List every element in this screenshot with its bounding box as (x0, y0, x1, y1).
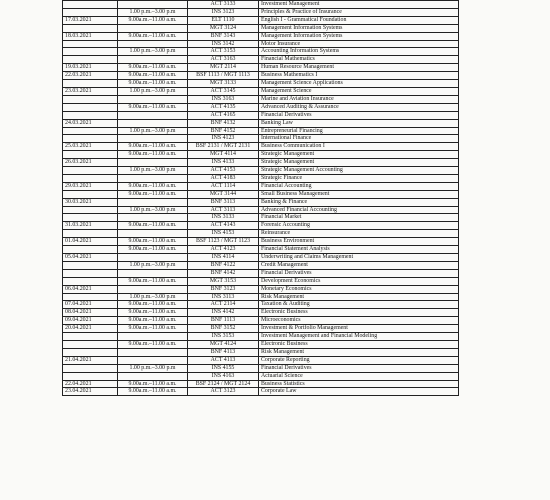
subject-cell: Electronic Business (259, 340, 459, 348)
subject-cell: Advanced Auditing & Assurance (259, 103, 459, 111)
date-cell (63, 135, 118, 143)
date-cell (63, 80, 118, 88)
date-cell: 01.04.2021 (63, 238, 118, 246)
date-cell (63, 246, 118, 254)
time-cell: 9.00a.m.–11.00 a.m. (118, 246, 188, 254)
date-cell (63, 206, 118, 214)
date-cell: 09.04.2021 (63, 317, 118, 325)
date-cell: 22.03.2021 (63, 72, 118, 80)
subject-cell: Business Communication I (259, 143, 459, 151)
course-code-cell: BNF 4113 (188, 348, 259, 356)
subject-cell: Development Economics (259, 277, 459, 285)
time-cell: 9.00a.m.–11.00 a.m. (118, 16, 188, 24)
date-cell (63, 151, 118, 159)
course-code-cell: BSF 2124 / MGT 2124 (188, 380, 259, 388)
date-cell: 20.04.2021 (63, 325, 118, 333)
subject-cell: Investment Management (259, 1, 459, 9)
time-cell: 9.00a.m.–11.00 a.m. (118, 309, 188, 317)
course-code-cell: INS 3113 (188, 293, 259, 301)
subject-cell: Management Science Applications (259, 80, 459, 88)
subject-cell: Management Information Systems (259, 24, 459, 32)
timetable-table (62, 0, 459, 396)
date-cell: 29.03.2021 (63, 182, 118, 190)
subject-cell: Entrepreneurial Financing (259, 127, 459, 135)
course-code-cell: ACT 3113 (188, 206, 259, 214)
subject-cell: Monetary Economics (259, 285, 459, 293)
date-cell (63, 8, 118, 16)
time-cell: 9.00a.m.–11.00 a.m. (118, 340, 188, 348)
subject-cell: Small Business Management (259, 190, 459, 198)
time-cell: 9.00a.m.–11.00 a.m. (118, 151, 188, 159)
table-row (63, 277, 459, 285)
table-row (63, 1, 459, 9)
table-row (63, 293, 459, 301)
date-cell: 18.03.2021 (63, 32, 118, 40)
table-row (63, 388, 459, 396)
date-cell (63, 111, 118, 119)
date-cell: 06.04.2021 (63, 285, 118, 293)
time-cell: 9.00a.m.–11.00 a.m. (118, 388, 188, 396)
table-row (63, 174, 459, 182)
course-code-cell: ACT 3133 (188, 1, 259, 9)
table-row (63, 348, 459, 356)
date-cell: 19.03.2021 (63, 64, 118, 72)
table-row (63, 230, 459, 238)
table-row (63, 167, 459, 175)
table-row (63, 111, 459, 119)
date-cell (63, 277, 118, 285)
subject-cell: Business Mathematics I (259, 72, 459, 80)
subject-cell: Motor Insurance (259, 40, 459, 48)
table-row (63, 222, 459, 230)
time-cell: 9.00a.m.–11.00 a.m. (118, 190, 188, 198)
time-cell (118, 56, 188, 64)
course-code-cell: ACT 4135 (188, 103, 259, 111)
course-code-cell: BNF 1113 (188, 317, 259, 325)
timetable-body (63, 1, 459, 396)
time-cell: 9.00a.m.–11.00 a.m. (118, 238, 188, 246)
time-cell: 1.00 p.m.–3.00 p.m (118, 293, 188, 301)
table-row (63, 95, 459, 103)
subject-cell: Principles & Practice of Insurance (259, 8, 459, 16)
date-cell (63, 40, 118, 48)
time-cell: 1.00 p.m.–3.00 p.m (118, 206, 188, 214)
date-cell: 23.03.2021 (63, 87, 118, 95)
subject-cell: Human Resource Management (259, 64, 459, 72)
table-row (63, 340, 459, 348)
table-row (63, 317, 459, 325)
course-code-cell: BNF 3123 (188, 285, 259, 293)
date-cell (63, 127, 118, 135)
date-cell (63, 174, 118, 182)
time-cell: 1.00 p.m.–3.00 p.m (118, 127, 188, 135)
date-cell (63, 103, 118, 111)
table-row (63, 198, 459, 206)
table-row (63, 8, 459, 16)
time-cell: 9.00a.m.–11.00 a.m. (118, 325, 188, 333)
course-code-cell: INS 4155 (188, 364, 259, 372)
time-cell (118, 95, 188, 103)
course-code-cell: BNF 3152 (188, 325, 259, 333)
subject-cell: Marine and Aviation Insurance (259, 95, 459, 103)
date-cell: 21.04.2021 (63, 356, 118, 364)
table-row (63, 356, 459, 364)
subject-cell: International Finance (259, 135, 459, 143)
course-code-cell: BSF 2131 / MGT 2131 (188, 143, 259, 151)
course-code-cell: MGT 4124 (188, 340, 259, 348)
course-code-cell: ACT 2114 (188, 301, 259, 309)
time-cell (118, 1, 188, 9)
course-code-cell: INS 3163 (188, 95, 259, 103)
time-cell: 9.00a.m.–11.00 a.m. (118, 32, 188, 40)
subject-cell: Financial Derivatives (259, 111, 459, 119)
date-cell (63, 48, 118, 56)
table-row (63, 285, 459, 293)
table-row (63, 254, 459, 262)
course-code-cell: INS 4133 (188, 159, 259, 167)
date-cell (63, 230, 118, 238)
date-cell: 07.04.2021 (63, 301, 118, 309)
table-row (63, 72, 459, 80)
course-code-cell: INS 4142 (188, 309, 259, 317)
time-cell: 9.00a.m.–11.00 a.m. (118, 103, 188, 111)
table-row (63, 190, 459, 198)
table-row (63, 80, 459, 88)
table-row (63, 333, 459, 341)
subject-cell: Electronic Business (259, 309, 459, 317)
course-code-cell: BNF 3143 (188, 32, 259, 40)
course-code-cell: ACT 4143 (188, 222, 259, 230)
time-cell (118, 269, 188, 277)
subject-cell: Risk Management (259, 293, 459, 301)
time-cell: 1.00 p.m.–3.00 p.m (118, 261, 188, 269)
subject-cell: English I - Grammatical Foundation (259, 16, 459, 24)
subject-cell: Financial Statement Analysis (259, 246, 459, 254)
table-row (63, 206, 459, 214)
course-code-cell: ACT 3163 (188, 56, 259, 64)
table-row (63, 372, 459, 380)
date-cell: 17.03.2021 (63, 16, 118, 24)
time-cell: 1.00 p.m.–3.00 p.m (118, 87, 188, 95)
time-cell (118, 24, 188, 32)
course-code-cell: INS 3123 (188, 8, 259, 16)
time-cell (118, 285, 188, 293)
table-row (63, 127, 459, 135)
time-cell: 9.00a.m.–11.00 a.m. (118, 143, 188, 151)
time-cell (118, 254, 188, 262)
table-row (63, 87, 459, 95)
table-row (63, 380, 459, 388)
course-code-cell: ACT 3145 (188, 87, 259, 95)
course-code-cell: BNF 4122 (188, 261, 259, 269)
course-code-cell: BNF 4142 (188, 269, 259, 277)
subject-cell: Microeconomics (259, 317, 459, 325)
course-code-cell: BNF 4132 (188, 119, 259, 127)
date-cell: 30.03.2021 (63, 198, 118, 206)
date-cell: 31.03.2021 (63, 222, 118, 230)
table-row (63, 182, 459, 190)
subject-cell: Financial Accounting (259, 182, 459, 190)
subject-cell: Financial Derivatives (259, 269, 459, 277)
course-code-cell: MGT 2114 (188, 64, 259, 72)
course-code-cell: MGT 3153 (188, 277, 259, 285)
subject-cell: Credit Management (259, 261, 459, 269)
table-row (63, 103, 459, 111)
date-cell (63, 1, 118, 9)
date-cell: 08.04.2021 (63, 309, 118, 317)
table-row (63, 32, 459, 40)
date-cell: 22.04.2021 (63, 380, 118, 388)
time-cell: 1.00 p.m.–3.00 p.m (118, 364, 188, 372)
time-cell: 9.00a.m.–11.00 a.m. (118, 64, 188, 72)
time-cell (118, 214, 188, 222)
table-row (63, 119, 459, 127)
course-code-cell: BNF 3113 (188, 198, 259, 206)
time-cell (118, 40, 188, 48)
course-code-cell: ACT 4183 (188, 174, 259, 182)
table-row (63, 151, 459, 159)
date-cell (63, 293, 118, 301)
subject-cell: Investment & Portfolio Management (259, 325, 459, 333)
table-row (63, 143, 459, 151)
time-cell: 1.00 p.m.–3.00 p.m (118, 167, 188, 175)
subject-cell: Reinsurance (259, 230, 459, 238)
subject-cell: Financial Derivatives (259, 364, 459, 372)
course-code-cell: ACT 3153 (188, 48, 259, 56)
course-code-cell: INS 3153 (188, 333, 259, 341)
time-cell (118, 230, 188, 238)
subject-cell: Advanced Financial Accounting (259, 206, 459, 214)
time-cell: 9.00a.m.–11.00 a.m. (118, 72, 188, 80)
date-cell (63, 167, 118, 175)
subject-cell: Strategic Management Accounting (259, 167, 459, 175)
table-row (63, 309, 459, 317)
table-row (63, 64, 459, 72)
time-cell: 9.00a.m.–11.00 a.m. (118, 277, 188, 285)
time-cell (118, 135, 188, 143)
subject-cell: Financial Market (259, 214, 459, 222)
time-cell: 9.00a.m.–11.00 a.m. (118, 80, 188, 88)
course-code-cell: MGT 3124 (188, 24, 259, 32)
date-cell (63, 269, 118, 277)
subject-cell: Banking Law (259, 119, 459, 127)
time-cell: 9.00a.m.–11.00 a.m. (118, 317, 188, 325)
date-cell (63, 214, 118, 222)
course-code-cell: ACT 4113 (188, 356, 259, 364)
date-cell (63, 348, 118, 356)
subject-cell: Investment Management and Financial Modeling (259, 333, 459, 341)
course-code-cell: BNF 4152 (188, 127, 259, 135)
time-cell: 1.00 p.m.–3.00 p.m (118, 8, 188, 16)
course-code-cell: ACT 4165 (188, 111, 259, 119)
date-cell (63, 372, 118, 380)
subject-cell: Underwriting and Claims Management (259, 254, 459, 262)
time-cell (118, 333, 188, 341)
time-cell (118, 111, 188, 119)
date-cell: 25.03.2021 (63, 143, 118, 151)
table-row (63, 301, 459, 309)
time-cell (118, 348, 188, 356)
subject-cell: Corporate Reporting (259, 356, 459, 364)
date-cell: 26.03.2021 (63, 159, 118, 167)
table-row (63, 48, 459, 56)
table-row (63, 56, 459, 64)
course-code-cell: ACT 3123 (188, 388, 259, 396)
course-code-cell: INS 3133 (188, 214, 259, 222)
time-cell (118, 159, 188, 167)
course-code-cell: ELT 1110 (188, 16, 259, 24)
subject-cell: Business Environment (259, 238, 459, 246)
course-code-cell: INS 3142 (188, 40, 259, 48)
date-cell (63, 261, 118, 269)
table-row (63, 269, 459, 277)
time-cell (118, 372, 188, 380)
time-cell: 9.00a.m.–11.00 a.m. (118, 182, 188, 190)
subject-cell: Strategic Finance (259, 174, 459, 182)
subject-cell: Strategic Management (259, 159, 459, 167)
time-cell: 1.00 p.m.–3.00 p.m (118, 48, 188, 56)
date-cell (63, 364, 118, 372)
course-code-cell: MGT 3133 (188, 80, 259, 88)
date-cell: 05.04.2021 (63, 254, 118, 262)
subject-cell: Management Information Systems (259, 32, 459, 40)
time-cell: 9.00a.m.–11.00 a.m. (118, 380, 188, 388)
subject-cell: Business Statistics (259, 380, 459, 388)
subject-cell: Strategic Management (259, 151, 459, 159)
table-row (63, 40, 459, 48)
course-code-cell: INS 4114 (188, 254, 259, 262)
subject-cell: Corporate Law (259, 388, 459, 396)
table-row (63, 159, 459, 167)
course-code-cell: INS 4123 (188, 135, 259, 143)
subject-cell: Management Science (259, 87, 459, 95)
date-cell: 24.03.2021 (63, 119, 118, 127)
table-row (63, 24, 459, 32)
subject-cell: Banking & Finance (259, 198, 459, 206)
course-code-cell: ACT 4123 (188, 246, 259, 254)
time-cell (118, 356, 188, 364)
table-row (63, 261, 459, 269)
table-row (63, 325, 459, 333)
date-cell (63, 24, 118, 32)
course-code-cell: BSF 1123 / MGT 1123 (188, 238, 259, 246)
exam-timetable (62, 0, 458, 396)
date-cell (63, 190, 118, 198)
table-row (63, 246, 459, 254)
date-cell (63, 340, 118, 348)
time-cell (118, 174, 188, 182)
table-row (63, 364, 459, 372)
course-code-cell: INS 4153 (188, 230, 259, 238)
time-cell: 9.00a.m.–11.00 a.m. (118, 301, 188, 309)
date-cell: 23.04.2021 (63, 388, 118, 396)
table-row (63, 238, 459, 246)
table-row (63, 16, 459, 24)
date-cell (63, 95, 118, 103)
course-code-cell: INS 4163 (188, 372, 259, 380)
table-row (63, 214, 459, 222)
date-cell (63, 56, 118, 64)
time-cell (118, 198, 188, 206)
subject-cell: Forensic Accounting (259, 222, 459, 230)
course-code-cell: ACT 4153 (188, 167, 259, 175)
date-cell (63, 333, 118, 341)
course-code-cell: ACT 1114 (188, 182, 259, 190)
subject-cell: Accounting Information Systems (259, 48, 459, 56)
subject-cell: Taxation & Auditing (259, 301, 459, 309)
time-cell (118, 119, 188, 127)
course-code-cell: BSF 1113 / MGT 1113 (188, 72, 259, 80)
course-code-cell: MGT 3144 (188, 190, 259, 198)
subject-cell: Financial Mathematics (259, 56, 459, 64)
time-cell: 9.00a.m.–11.00 a.m. (118, 222, 188, 230)
course-code-cell: MGT 4114 (188, 151, 259, 159)
table-row (63, 135, 459, 143)
subject-cell: Actuarial Science (259, 372, 459, 380)
subject-cell: Risk Management (259, 348, 459, 356)
